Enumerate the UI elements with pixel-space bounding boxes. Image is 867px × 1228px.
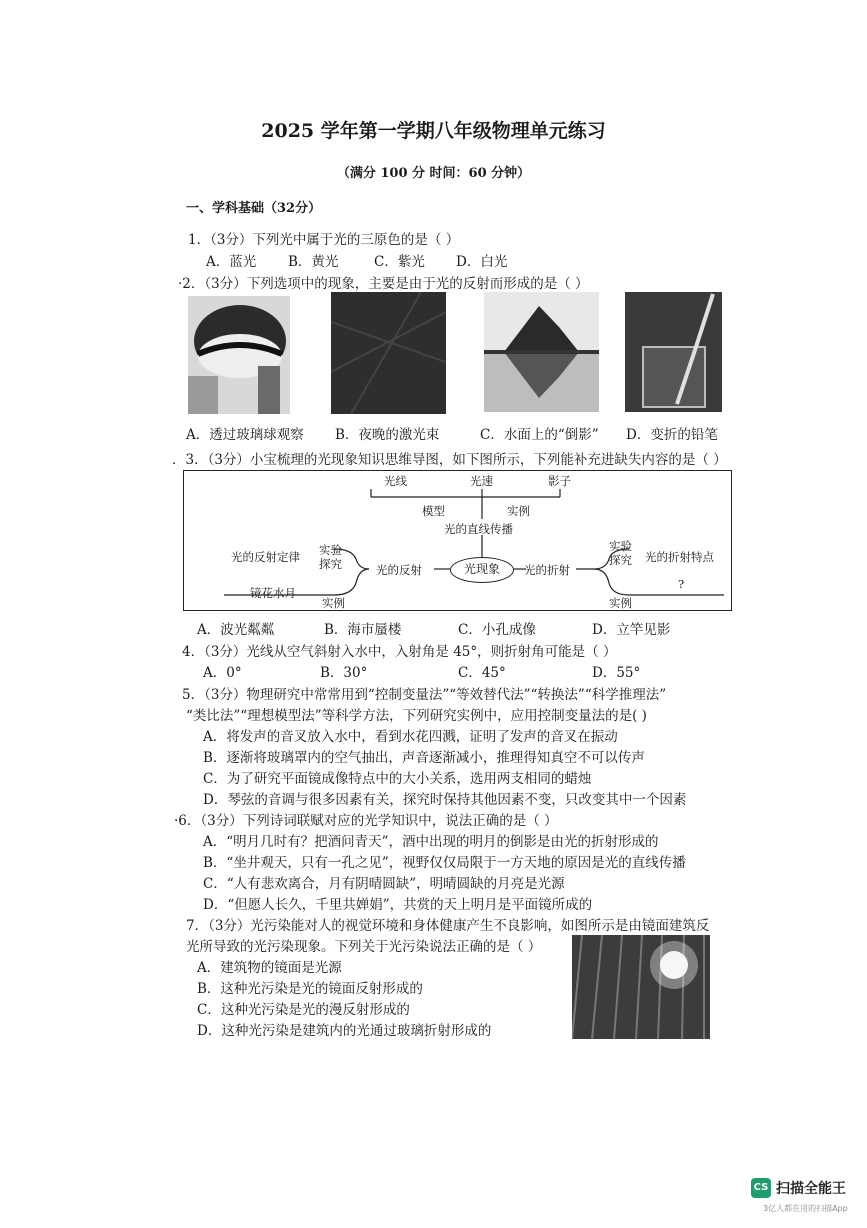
- map-unknown: ?: [678, 577, 685, 591]
- q2-photo-reflection: [484, 292, 599, 412]
- q4-option-d: D．55°: [592, 665, 641, 681]
- map-refraction-feature: 光的折射特点: [645, 550, 714, 564]
- map-example-right: 实例: [609, 596, 632, 610]
- map-exp-left: 实验 探究: [319, 543, 342, 571]
- section-heading: 一、学科基础（32分）: [186, 201, 322, 216]
- q2-photo-laser: [331, 292, 446, 414]
- q6-option-a: A．“明月几时有？把酒问青天”，酒中出现的明月的倒影是由光的折射形成的: [203, 834, 659, 850]
- q1-option-a: A．蓝光: [206, 254, 257, 270]
- scanner-slogan: 3亿人都在用的扫描App: [763, 1204, 848, 1213]
- q5-option-a: A．将发声的音叉放入水中，看到水花四溅，证明了发声的音叉在振动: [203, 729, 618, 745]
- q4-option-a: A．0°: [203, 665, 242, 681]
- q3-stem: ．3．（3分）小宝梳理的光现象知识思维导图，如下图所示，下列能补充进缺失内容的是（ ）: [172, 452, 727, 468]
- map-straight-propagation: 光的直线传播: [444, 522, 513, 536]
- q7-photo-glass-building: [572, 935, 710, 1039]
- map-exp-right: 实验 探究: [609, 539, 632, 567]
- q1-option-b: B．黄光: [288, 254, 339, 270]
- q3-option-a: A．波光粼粼: [197, 622, 275, 638]
- q7-stem-line1: 7．（3分）光污染能对人的视觉环境和身体健康产生不良影响，如图所示是由镜面建筑反: [186, 918, 710, 934]
- q5-option-b: B．逐渐将玻璃罩内的空气抽出，声音逐渐减小，推理得知真空不可以传声: [203, 750, 645, 766]
- q2-caption-a: A．透过玻璃球观察: [186, 427, 304, 443]
- q6-option-d: D．“但愿人长久，千里共婵娟”，共赏的天上明月是平面镜所成的: [203, 897, 593, 913]
- q3-option-c: C．小孔成像: [458, 622, 536, 638]
- q4-option-c: C．45°: [458, 665, 506, 681]
- map-center-node: 光现象: [450, 557, 514, 583]
- q7-option-d: D．这种光污染是建筑内的光通过玻璃折射形成的: [197, 1023, 492, 1039]
- map-example-top: 实例: [507, 504, 530, 518]
- q7-option-b: B．这种光污染是光的镜面反射形成的: [197, 981, 423, 997]
- q2-stem: ·2．（3分）下列选项中的现象，主要是由于光的反射而形成的是（ ）: [178, 276, 589, 292]
- map-light-speed: 光速: [470, 474, 493, 488]
- q5-stem-line2: “类比法”“理想模型法”等科学方法，下列研究实例中，应用控制变量法的是( ): [186, 708, 647, 724]
- scanner-logo-icon: CS: [751, 1178, 771, 1198]
- map-refraction: 光的折射: [524, 563, 570, 577]
- exam-subtitle: （满分 100 分 时间：60 分钟）: [336, 166, 531, 181]
- q2-caption-c: C．水面上的“倒影”: [480, 427, 599, 443]
- q1-option-c: C．紫光: [374, 254, 425, 270]
- q6-option-c: C．“人有悲欢离合，月有阴晴圆缺”，明晴圆缺的月亮是光源: [203, 876, 565, 892]
- q3-mind-map: [183, 470, 732, 611]
- map-reflection-law: 光的反射定律: [231, 550, 300, 564]
- q1-option-d: D．白光: [456, 254, 508, 270]
- map-model: 模型: [422, 504, 445, 518]
- map-example-left: 实例: [322, 596, 345, 610]
- q7-stem-line2: 光所导致的光污染现象。下列关于光污染说法正确的是（ ）: [186, 939, 542, 955]
- map-reflection: 光的反射: [376, 563, 422, 577]
- q3-option-b: B．海市蜃楼: [324, 622, 402, 638]
- scanner-brand: 扫描全能王: [776, 1181, 846, 1197]
- map-shadow: 影子: [548, 474, 571, 488]
- q5-option-c: C．为了研究平面镜成像特点中的大小关系，选用两支相同的蜡烛: [203, 771, 592, 787]
- q5-option-d: D．琴弦的音调与很多因素有关，探究时保持其他因素不变，只改变其中一个因素: [203, 792, 687, 808]
- q5-stem-line1: 5．（3分）物理研究中常常用到“控制变量法”“等效替代法”“转换法”“科学推理法”: [182, 687, 667, 703]
- q6-stem: ·6．（3分）下列诗词联赋对应的光学知识中，说法正确的是（ ）: [174, 813, 558, 829]
- map-mirror-example: 镜花水月: [250, 586, 296, 600]
- q4-stem: 4．（3分）光线从空气斜射入水中，入射角是 45°，则折射角可能是（ ）: [182, 644, 617, 660]
- exam-title: 2025 学年第一学期八年级物理单元练习: [261, 120, 606, 142]
- q7-option-c: C．这种光污染是光的漫反射形成的: [197, 1002, 410, 1018]
- q2-photo-pencil: [625, 292, 722, 412]
- q1-stem: 1．（3分）下列光中属于光的三原色的是（ ）: [188, 232, 460, 248]
- q6-option-b: B．“坐井观天，只有一孔之见”，视野仅仅局限于一方天地的原因是光的直线传播: [203, 855, 686, 871]
- q2-caption-d: D．变折的铅笔: [626, 427, 718, 443]
- q2-caption-b: B．夜晚的激光束: [335, 427, 440, 443]
- q2-photo-glass-ball: [188, 296, 290, 414]
- q4-option-b: B．30°: [320, 665, 368, 681]
- q3-option-d: D．立竿见影: [592, 622, 671, 638]
- q7-option-a: A．建筑物的镜面是光源: [197, 960, 342, 976]
- map-light-ray: 光线: [384, 474, 407, 488]
